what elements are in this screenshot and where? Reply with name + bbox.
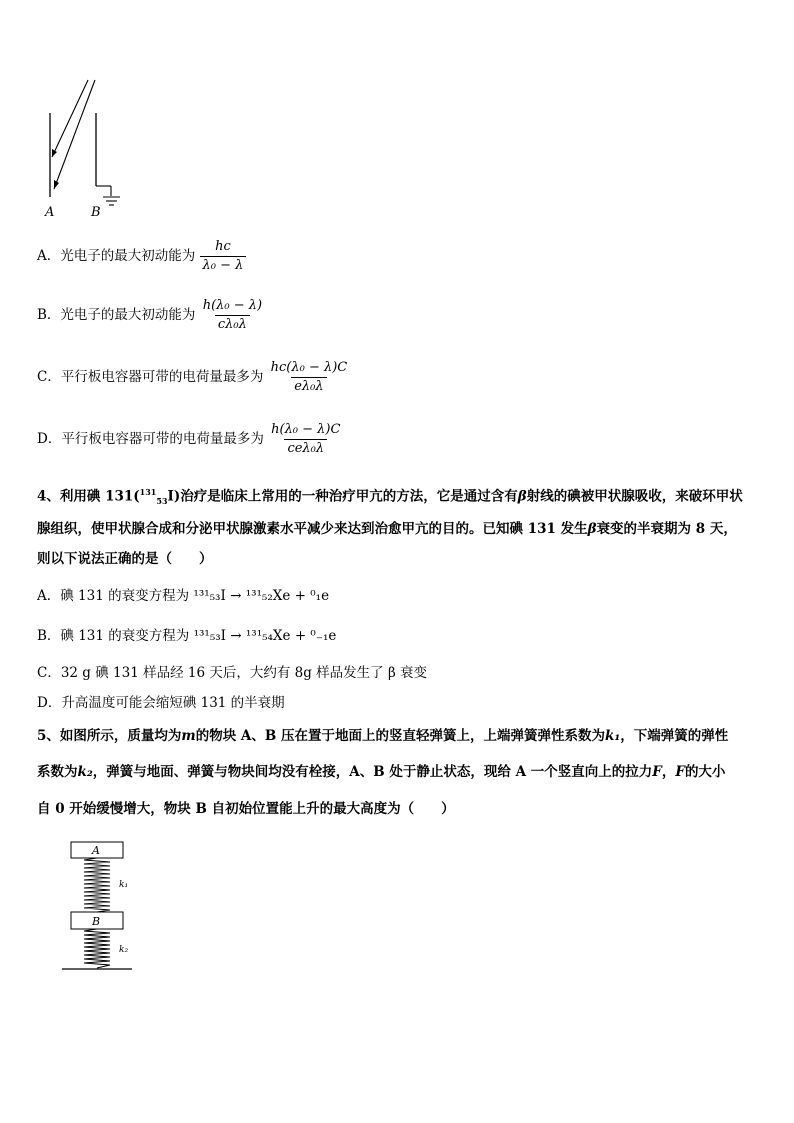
q5-stem-line3: 自 0 开始缓慢增大，物块 B 自初始位置能上升的最大高度为（ ） [37,801,455,817]
q4-option-b: B．碘 131 的衰变方程为 ¹³¹₅₃I → ¹³¹₅₄Xe + ⁰₋₁e [37,628,337,644]
fraction: $\frac{\text{h(λ₀ − λ)C}}{\text{ceλ₀λ}}$ [271,422,341,456]
q4-option-d: D．升高温度可能会缩短碘 131 的半衰期 [37,695,285,711]
q5-stem-line1: 5、如图所示，质量均为m的物块 A、B 压在置于地面上的竖直轻弹簧上，上端弹簧弹性系数为k₁，下端弹簧的弹性 [37,728,729,744]
fraction: $\frac{hc}{\text{λ₀ − λ}}$ [200,239,247,274]
plate-b-label: B [91,205,101,220]
q4-option-c: C．32 g 碘 131 样品经 16 天后，大约有 8g 样品发生了 β 衰变 [37,665,428,681]
q4-stem-line1: 4、利用碘 131($^{131}_{53}$I)治疗是临床上常用的一种治疗甲亢的方法，它是通过含有β射线的碘被甲状腺吸收，来破环甲状 [37,487,743,507]
fraction: $\frac{\text{h(λ₀ − λ)}}{\text{cλ₀λ}}$ [202,298,263,332]
fraction: $\frac{\text{hc(λ₀ − λ)C}}{\text{eλ₀λ}}$ [270,360,348,394]
spring-k1-label: k₁ [119,880,129,890]
q5-stem-line2: 系数为k₂，弹簧与地面、弹簧与物块间均没有栓接，A、B 处于静止状态，现给 A 一个竖直向上的拉力F，F的大小 [37,764,726,780]
q3-option-b: B．光电子的最大初动能为 $\frac{\text{h(λ₀ − λ)}}{\text{cλ₀λ}}$ [37,298,265,333]
block-a-label: A [92,844,100,857]
q4-option-a: A．碘 131 的衰变方程为 ¹³¹₅₃I → ¹³¹₅₂Xe + ⁰₁e [37,588,330,604]
capacitor-figure [40,75,140,220]
plate-a-label: A [45,205,55,220]
q3-option-c: C．平行板电容器可带的电荷量最多为 $\frac{\text{hc(λ₀ − λ)C}}{\text{eλ₀λ}}$ [37,360,350,395]
q3-option-d: D．平行板电容器可带的电荷量最多为 $\frac{\text{h(λ₀ − λ)C}}{\text{ceλ₀λ}}$ [37,422,343,457]
block-b-label: B [92,915,101,928]
spring-blocks-figure [60,838,150,973]
q4-stem-line2: 腺组织，使甲状腺合成和分泌甲状腺激素水平减少来达到治愈甲亢的目的。已知碘 131 发生β衰变的半衰期为 8 天， [37,521,737,537]
q4-stem-line3: 则以下说法正确的是（ ） [37,551,213,567]
q3-option-a: A．光电子的最大初动能为 $\frac{hc}{\text{λ₀ − λ}}$ [37,239,246,274]
spring-k2-label: k₂ [119,945,129,955]
